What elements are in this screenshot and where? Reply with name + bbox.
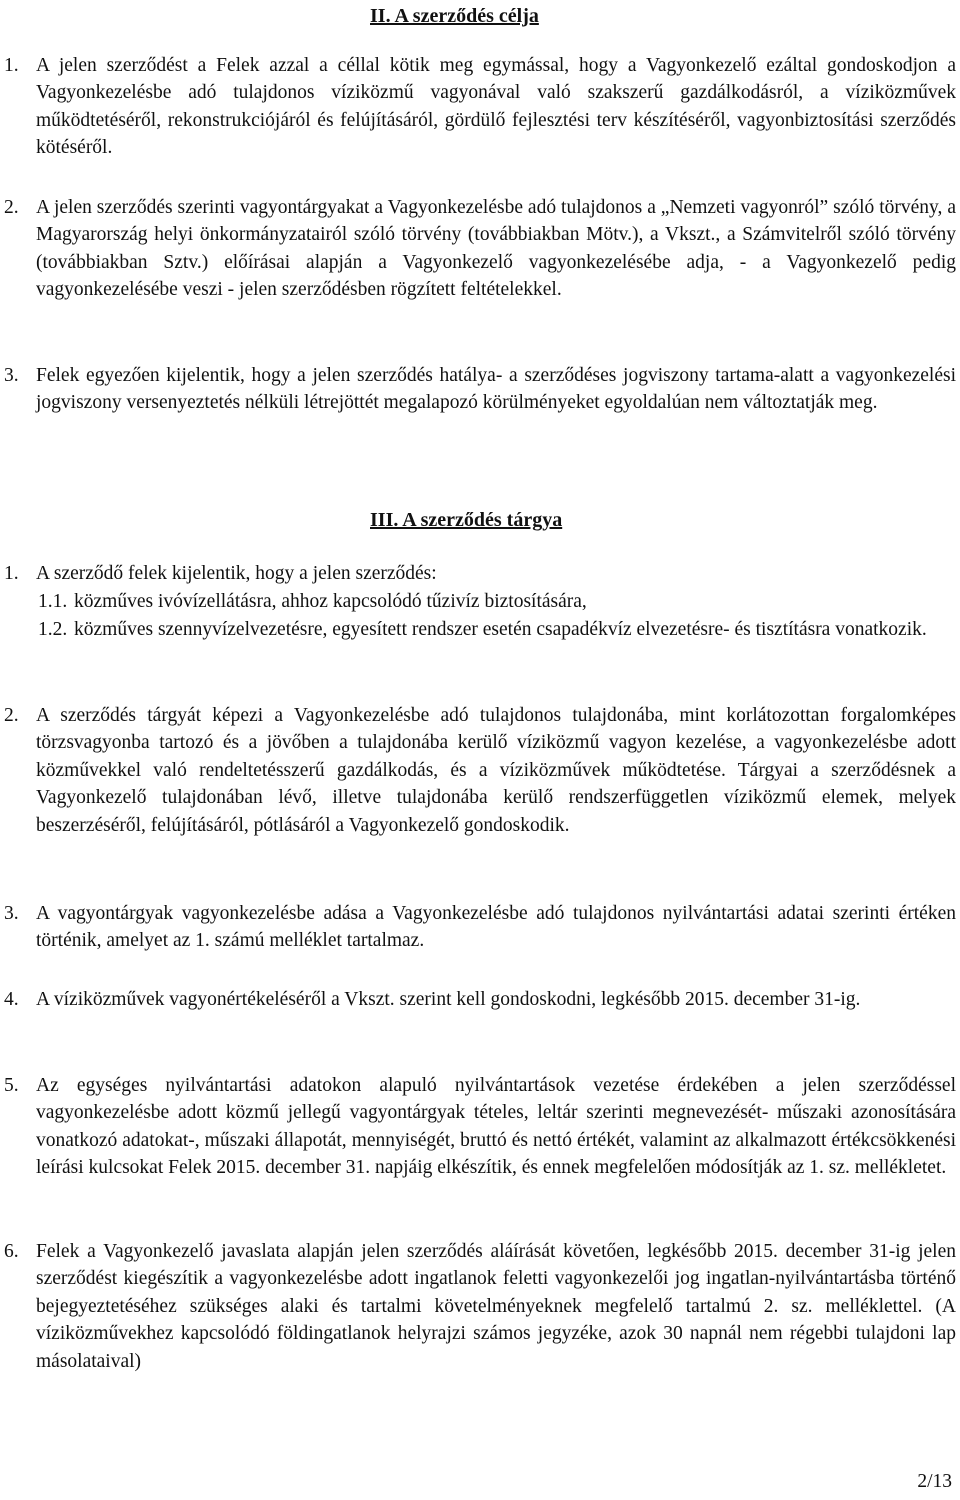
subparagraph-1-2 bbox=[38, 616, 954, 643]
paragraph-number: 2. bbox=[4, 705, 19, 726]
paragraph-number: 2. bbox=[4, 197, 19, 218]
paragraph-iii-2 bbox=[4, 702, 956, 839]
paragraph-number: 6. bbox=[4, 1241, 19, 1262]
paragraph-text: A szerződés tárgyát képezi a Vagyonkezelésbe adó tulajdonos tulajdonába, mint korlátozottan forgalomképes törzsvagyonba tartozó és a jövőben a tulajdonába kerülő víziközmű vagyon kezelése, a vagyonkezelésbe adott közművekkel való rendeltetésszerű gazdálkodás, és a víziközművek működtetése. Tárgyai a szerződésnek a Vagyonkezelő tulajdonában lévő, illetve tulajdonába kerülő rendszerfüggetlen víziközmű elemek, melyek beszerzéséről, felújításáról, pótlásáról a Vagyonkezelő gondoskodik. bbox=[36, 705, 956, 836]
paragraph-number: 5. bbox=[4, 1075, 19, 1096]
paragraph-ii-3 bbox=[4, 362, 956, 417]
paragraph-text: Az egységes nyilvántartási adatokon alapuló nyilvántartások vezetése érdekében a jelen szerződéssel vagyonkezelésbe adott közmű jellegű vagyontárgyak tételes, leltár szerinti megnevezését- műszaki azonosítására vonatkozó adatokat-, műszaki állapotát, mennyiségét, bruttó és nettó értékét, valamint az alkalmazott értékcsökkenési leírási kulcsokat Felek 2015. december 31. napjáig elkészítik, és ennek megfelelően módosítják az 1. sz. mellékletet. bbox=[36, 1075, 956, 1179]
subparagraph-text: közműves szennyvízelvezetésre, egyesített rendszer esetén csapadékvíz elvezetésre- és tisztításra vonatkozik. bbox=[74, 619, 927, 640]
paragraph-iii-5 bbox=[4, 1072, 956, 1182]
paragraph-text: Felek a Vagyonkezelő javaslata alapján jelen szerződés aláírását követően, legkésőbb 2015. december 31-ig jelen szerződést kiegészítik a vagyonkezelésbe adott ingatlanok feletti vagyonkezelői jog ingatlan-nyilvántartásba történő bejegyeztetéséhez szükséges alaki és tartalmi követelményeknek megfelelő tartalmú 2. sz. melléklettel. (A víziközművekhez kapcsolódó földingatlanok helyrajzi számos jegyzéke, azok 30 napnál nem régebbi tulajdoni lap másolataival) bbox=[36, 1241, 956, 1372]
subparagraph-number: 1.1. bbox=[38, 591, 68, 612]
paragraph-number: 1. bbox=[4, 55, 19, 76]
paragraph-iii-4 bbox=[4, 986, 956, 1013]
paragraph-number: 4. bbox=[4, 989, 19, 1010]
paragraph-ii-1 bbox=[4, 52, 956, 162]
section-heading-ii: II. A szerződés célja bbox=[370, 5, 539, 27]
subparagraph-1-1 bbox=[38, 588, 954, 615]
paragraph-text: Felek egyezően kijelentik, hogy a jelen szerződés hatálya- a szerződéses jogviszony tartama-alatt a vagyonkezelési jogviszony versenyeztetés nélküli létrejöttét megalapozó körülményeket egyoldalúan nem változtatják meg. bbox=[36, 365, 956, 414]
paragraph-text: A vagyontárgyak vagyonkezelésbe adása a Vagyonkezelésbe adó tulajdonos nyilvántartási adatai szerinti értéken történik, amelyet az 1. számú melléklet tartalmaz. bbox=[36, 903, 956, 952]
section-heading-iii: III. A szerződés tárgya bbox=[370, 509, 563, 531]
paragraph-iii-1 bbox=[4, 560, 956, 587]
paragraph-number: 1. bbox=[4, 563, 19, 584]
paragraph-text: A víziközművek vagyonértékeléséről a Vkszt. szerint kell gondoskodni, legkésőbb 2015. december 31-ig. bbox=[36, 989, 861, 1010]
paragraph-text: A szerződő felek kijelentik, hogy a jelen szerződés: bbox=[36, 563, 437, 584]
page-number: 2/13 bbox=[917, 1471, 952, 1492]
subparagraph-number: 1.2. bbox=[38, 619, 68, 640]
paragraph-number: 3. bbox=[4, 903, 19, 924]
subparagraph-text: közműves ivóvízellátásra, ahhoz kapcsolódó tűzivíz biztosítására, bbox=[74, 591, 587, 612]
paragraph-text: A jelen szerződés szerinti vagyontárgyakat a Vagyonkezelésbe adó tulajdonos a „Nemzeti vagyonról” szóló törvény, a Magyarország helyi önkormányzatairól szóló törvény (továbbiakban Mötv.), a Vkszt., a Számvitelről szóló törvény (továbbiakban Sztv.) előírásai alapján a Vagyonkezelő vagyonkezelésébe adja, - a Vagyonkezelő pedig vagyonkezelésébe veszi - jelen szerződésben rögzített feltételekkel. bbox=[36, 197, 956, 301]
paragraph-number: 3. bbox=[4, 365, 19, 386]
paragraph-iii-6 bbox=[4, 1238, 956, 1375]
paragraph-ii-2 bbox=[4, 194, 956, 304]
paragraph-iii-3 bbox=[4, 900, 956, 955]
paragraph-text: A jelen szerződést a Felek azzal a céllal kötik meg egymással, hogy a Vagyonkezelő ezáltal gondoskodjon a Vagyonkezelésbe adó tulajdonos víziközmű vagyonával való szakszerű gazdálkodásról, a víziközművek működtetéséről, rekonstrukciójáról és felújításáról, gördülő fejlesztési terv készítéséről, vagyonbiztosítási szerződés kötéséről. bbox=[36, 55, 956, 159]
